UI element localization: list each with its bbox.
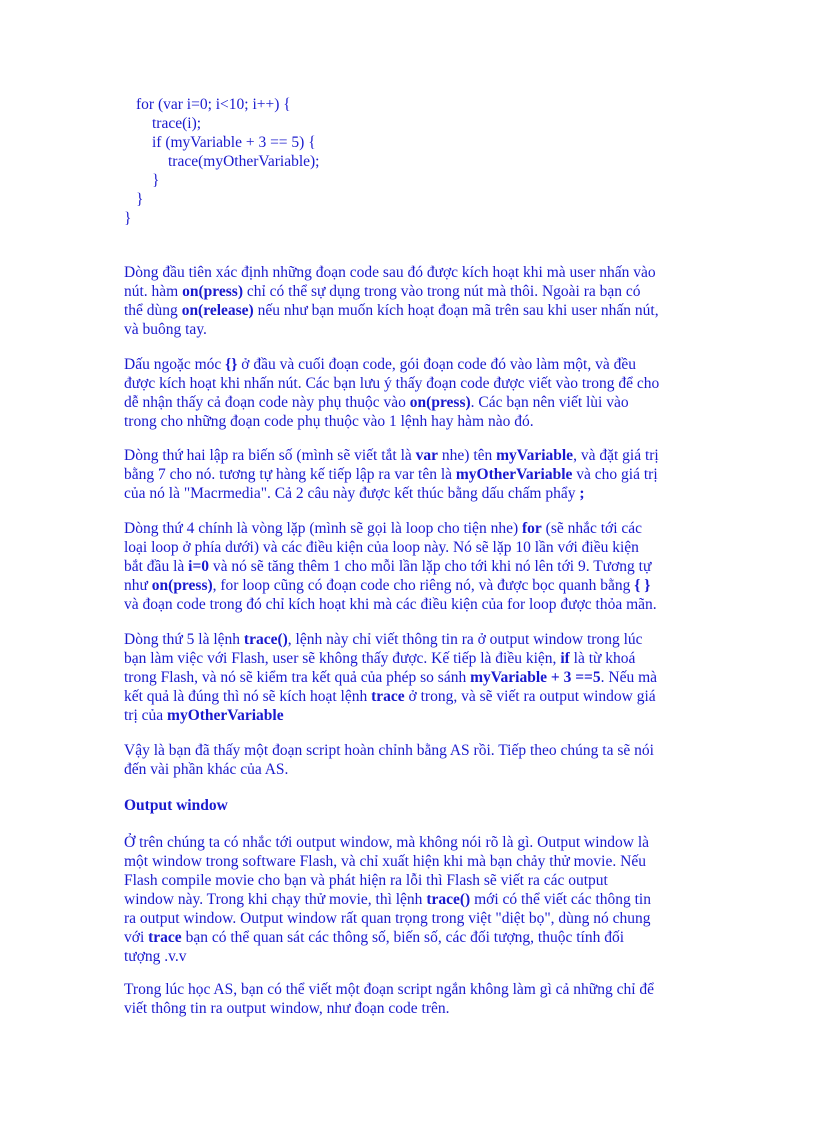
code-line: }: [152, 172, 160, 189]
paragraph-summary: Vậy là bạn đã thấy một đoạn script hoàn chỉnh bằng AS rồi. Tiếp theo chúng ta sẽ nói đến vài phần khác của AS.: [124, 742, 654, 778]
code-line: }: [124, 210, 132, 227]
paragraph-variables: Dòng thứ hai lập ra biến số (mình sẽ viết tắt là var nhe) tên myVariable, và đặt giá trị bằng 7 cho nó. tương tự hàng kế tiếp lập ra var tên là myOtherVariable và cho giá trị của nó là "Macrmedia". Cả 2 câu này được kết thúc bằng dấu chấm phẩy ;: [124, 447, 659, 502]
code-line: trace(i);: [152, 115, 202, 132]
paragraph-for-loop: Dòng thứ 4 chính là vòng lặp (mình sẽ gọi là loop cho tiện nhe) for (sẽ nhắc tới các loại loop ở phía dưới) và các điều kiện của loop này. Nó sẽ lặp 10 lần với điều kiện bắt đầu là i=0 và nó sẽ tăng thêm 1 cho mỗi lần lặp cho tới khi nó lên tới 9. Tương tự như on(press), for loop cũng có đoạn code cho riêng nó, và được bọc quanh bằng { } và đoạn code trong đó chỉ kích hoạt khi mà các điều kiện của for loop được thỏa mãn.: [124, 520, 657, 613]
paragraph-output-window: Ở trên chúng ta có nhắc tới output window, mà không nói rõ là gì. Output window là một window trong software Flash, và chỉ xuất hiện khi mà bạn chảy thử movie. Nếu Flash compile movie cho bạn và phát hiện ra lỗi thì Flash sẽ viết ra các output window này. Trong khi chạy thử movie, thì lệnh trace() mới có thể viết các thông tin ra output window. Output window rất quan trọng trong việt "diệt bọ", dùng nó chung với trace bạn có thể quan sát các thông số, biến số, các đối tượng, thuộc tính đối tượng .v.v: [124, 834, 651, 965]
paragraph-on-press: Dòng đầu tiên xác định những đoạn code sau đó được kích hoạt khi mà user nhấn vào nút. hàm on(press) chỉ có thể sự dụng trong vào trong nút mà thôi. Ngoài ra bạn có thể dùng on(release) nếu như bạn muốn kích hoạt đoạn mã trên sau khi user nhấn nút, và buông tay.: [124, 264, 659, 338]
paragraph-trace: Dòng thứ 5 là lệnh trace(), lệnh này chỉ viết thông tin ra ở output window trong lúc bạn làm việc với Flash, user sẽ không thấy được. Kế tiếp là điều kiện, if là từ khoá trong Flash, và nó sẽ kiểm tra kết quả của phép so sánh myVariable + 3 ==5. Nếu mà kết quả là đúng thì nó sẽ kích hoạt lệnh trace ở trong, và sẽ viết ra output window giá trị của myOtherVariable: [124, 631, 658, 724]
code-line: }: [136, 191, 144, 208]
paragraph-braces: Dấu ngoặc móc {} ở đầu và cuối đoạn code, gói đoạn code đó vào làm một, và đều được kích hoạt khi nhấn nút. Các bạn lưu ý thấy đoạn code được viết vào trong để cho dễ nhận thấy cả đoạn code này phụ thuộc vào on(press). Các bạn nên viết lùi vào trong cho những đoạn code phụ thuộc vào 1 lệnh hay hàm nào đó.: [124, 356, 660, 430]
section-heading: Output window: [124, 797, 228, 814]
code-line: trace(myOtherVariable);: [168, 153, 320, 170]
code-line: for (var i=0; i<10; i++) {: [136, 96, 291, 113]
code-line: if (myVariable + 3 == 5) {: [152, 134, 316, 151]
paragraph-learning: Trong lúc học AS, bạn có thể viết một đoạn script ngắn không làm gì cả những chỉ để viết thông tin ra output window, như đoạn code trên.: [124, 981, 655, 1017]
